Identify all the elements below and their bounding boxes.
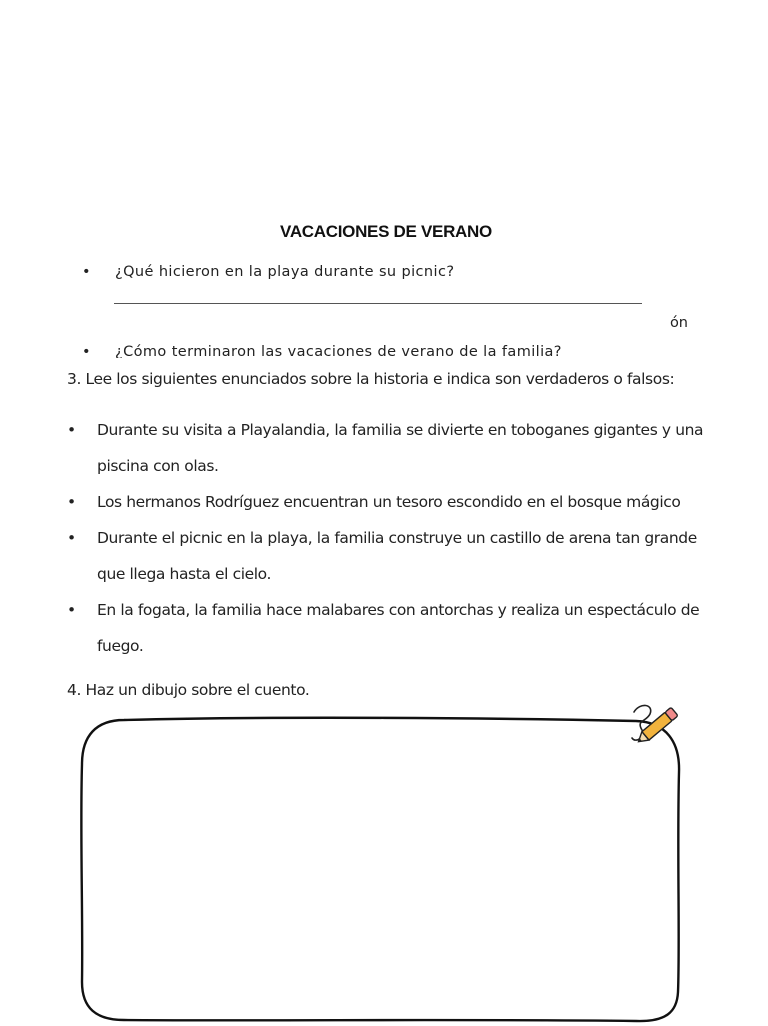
section-4-heading: 4. Haz un dibujo sobre el cuento. bbox=[67, 681, 310, 699]
statement-text: Durante el picnic en la playa, la familia construye un castillo de arena tan grande que llega hasta el cielo. bbox=[97, 529, 697, 583]
bullet: • bbox=[82, 344, 91, 358]
statement-text: En la fogata, la familia hace malabares con antorchas y realiza un espectáculo de fuego. bbox=[97, 601, 700, 655]
statement-text: Durante su visita a Playalandia, la familia se divierte en toboganes gigantes y una piscina con olas. bbox=[97, 421, 704, 475]
statement-item bbox=[67, 412, 707, 484]
statement-item bbox=[67, 520, 707, 592]
worksheet-title: VACACIONES DE VERANO bbox=[280, 222, 492, 241]
statement-item bbox=[67, 484, 707, 520]
question-text: ¿Qué hicieron en la playa durante su picnic? bbox=[115, 264, 455, 280]
bullet: • bbox=[67, 493, 76, 511]
question-item bbox=[82, 344, 562, 358]
statement-item bbox=[67, 592, 707, 664]
statement-text: Los hermanos Rodríguez encuentran un tesoro escondido en el bosque mágico bbox=[97, 493, 681, 511]
question-text: ¿Cómo terminaron las vacaciones de verano de la familia? bbox=[115, 344, 562, 358]
pencil-body bbox=[642, 712, 672, 740]
drawing-box[interactable] bbox=[76, 712, 684, 1026]
cropped-text-fragment: ón bbox=[669, 315, 688, 331]
worksheet-top-section bbox=[82, 214, 690, 358]
bullet: • bbox=[82, 264, 91, 280]
bullet: • bbox=[67, 601, 76, 619]
question-item bbox=[82, 264, 454, 280]
answer-line bbox=[114, 303, 642, 304]
bullet: • bbox=[67, 421, 76, 439]
section-3-heading: 3. Lee los siguientes enunciados sobre la historia e indica son verdaderos o falsos: bbox=[67, 370, 675, 388]
drawing-frame bbox=[81, 718, 679, 1021]
pencil-icon bbox=[628, 700, 688, 752]
bullet: • bbox=[67, 529, 76, 547]
